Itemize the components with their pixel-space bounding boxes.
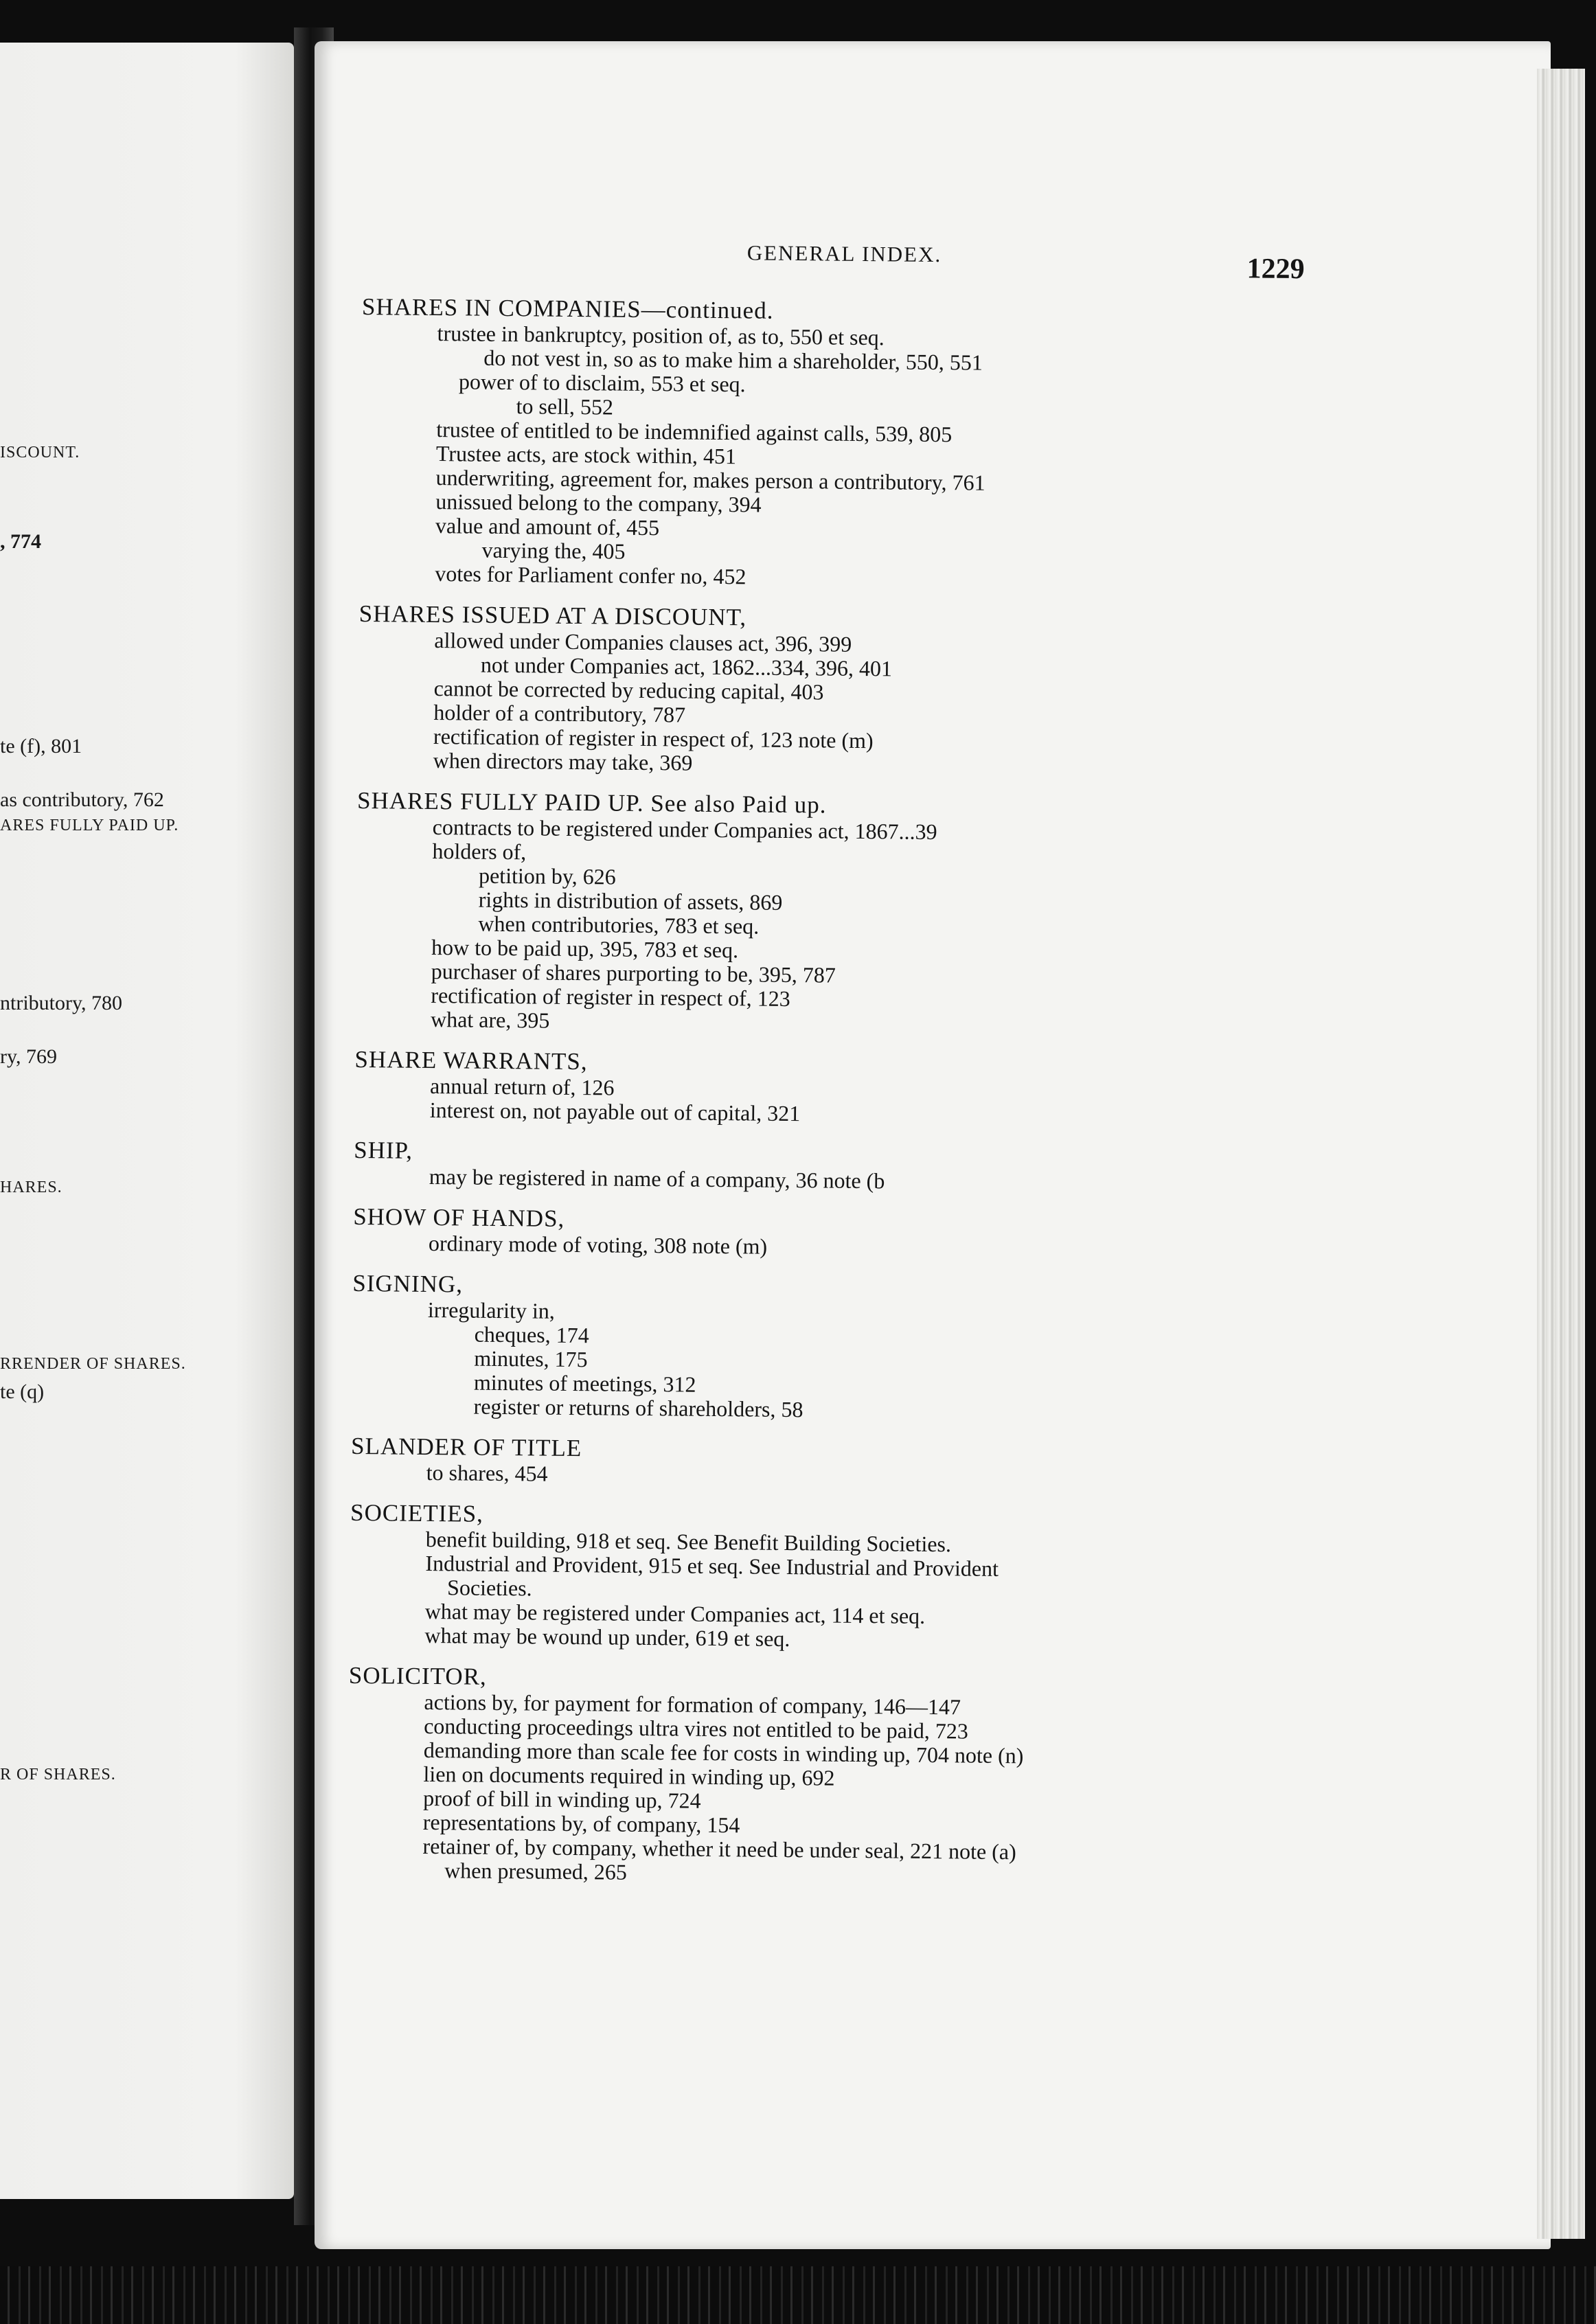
index-entry	[358, 600, 1348, 782]
entry-subentries	[355, 814, 1346, 1040]
entry-subentries	[354, 1073, 1344, 1131]
subentry: benefit building, 918 et seq. See Benefit Building Societies.	[425, 1526, 952, 1557]
previous-page-fragment: as contributory, 762	[0, 788, 164, 811]
entry-heading: SLANDER OF TITLE	[350, 1432, 582, 1462]
subentry: lien on documents required in winding up, 692	[423, 1761, 835, 1790]
subentry: conducting proceedings ultra vires not entitled to be paid, 723	[424, 1713, 969, 1744]
subentry: actions by, for payment for formation of company, 146—147	[424, 1689, 961, 1720]
page-header	[362, 237, 1352, 303]
entry-heading: SHARE WARRANTS,	[354, 1045, 588, 1075]
entry-heading: SHOW OF HANDS,	[353, 1203, 565, 1232]
previous-page-fragment: ntributory, 780	[0, 992, 123, 1014]
index-text	[347, 237, 1352, 1906]
entry-heading: SIGNING,	[352, 1269, 464, 1298]
entry-heading: SHARES ISSUED AT A DISCOUNT,	[358, 600, 747, 631]
subentry: cheques, 174	[474, 1321, 589, 1348]
index-entry	[347, 1662, 1338, 1891]
index-entry	[354, 1046, 1344, 1131]
subentry: when presumed, 265	[444, 1858, 628, 1884]
entry-subentries	[349, 1527, 1339, 1656]
index-entry	[359, 293, 1351, 595]
subentry: trustee in bankruptcy, position of, as to, 550 et seq.	[437, 321, 885, 350]
subentry: how to be paid up, 395, 783 et seq.	[431, 935, 739, 963]
previous-page-fragment: , 774	[0, 530, 41, 553]
previous-page-fragment: ISCOUNT.	[0, 444, 80, 462]
entry-heading: SHARES FULLY PAID UP. See also Paid up.	[356, 786, 827, 819]
subentry: what are, 395	[430, 1007, 550, 1033]
subentry: to shares, 454	[426, 1459, 548, 1486]
page-edges	[1537, 69, 1585, 2239]
subentry: purchaser of shares purporting to be, 395, 787	[431, 959, 836, 988]
subentry: representations by, of company, 154	[422, 1809, 740, 1838]
subentry: when directors may take, 369	[433, 748, 693, 775]
index-entry	[354, 1137, 1343, 1198]
entry-subentries	[347, 1689, 1338, 1891]
index-entry	[351, 1270, 1341, 1427]
entry-subentries	[351, 1297, 1341, 1427]
subentry: do not vest in, so as to make him a shareholder, 550, 551	[483, 345, 983, 375]
subentry: irregularity in,	[427, 1297, 556, 1323]
subentry: unissued belong to the company, 394	[435, 489, 762, 517]
subentry: Societies.	[446, 1575, 532, 1601]
subentry: not under Companies act, 1862...334, 396, 401	[480, 652, 893, 681]
subentry: Trustee acts, are stock within, 451	[435, 441, 737, 469]
entry-subentries	[358, 628, 1348, 782]
subentry: petition by, 626	[478, 863, 616, 889]
subentry: holders of,	[432, 839, 527, 865]
subentry: contracts to be registered under Companies act, 1867...39	[432, 814, 937, 845]
index-entry	[349, 1499, 1339, 1656]
subentry: what may be registered under Companies act, 114 et seq.	[424, 1598, 926, 1628]
previous-page-fragment: ARES FULLY PAID UP.	[0, 817, 179, 834]
subentry: minutes, 175	[474, 1345, 588, 1372]
entry-heading: SHIP,	[354, 1136, 413, 1164]
subentry: power of to disclaim, 553 et seq.	[458, 369, 746, 397]
index-entry	[355, 787, 1346, 1040]
subentry: rectification of register in respect of, 123	[431, 983, 790, 1012]
previous-page	[0, 43, 294, 2199]
subentry: to sell, 552	[516, 394, 614, 420]
entry-heading: SHARES IN COMPANIES—continued.	[361, 293, 774, 324]
subentry: rights in distribution of assets, 869	[478, 887, 783, 915]
subentry: trustee of entitled to be indemnified against calls, 539, 805	[436, 417, 953, 447]
index-entry	[351, 1433, 1341, 1494]
previous-page-fragment: ry, 769	[0, 1045, 58, 1068]
entry-heading: SOCIETIES,	[350, 1499, 484, 1527]
subentry: varying the, 405	[481, 537, 626, 564]
page-number: 1229	[1246, 253, 1305, 286]
scan-border	[0, 2266, 1596, 2324]
subentry: proof of bill in winding up, 724	[423, 1785, 701, 1813]
subentry: value and amount of, 455	[435, 513, 660, 540]
previous-page-fragment: R OF SHARES.	[0, 1766, 116, 1784]
subentry: holder of a contributory, 787	[433, 700, 686, 727]
index-entries	[347, 293, 1351, 1891]
previous-page-fragment: te (q)	[0, 1380, 45, 1403]
previous-page-fragment: te (f), 801	[0, 735, 82, 757]
subentry: allowed under Companies clauses act, 396, 399	[434, 628, 852, 657]
subentry: annual return of, 126	[429, 1073, 615, 1100]
previous-page-fragment: RRENDER OF SHARES.	[0, 1355, 186, 1373]
subentry: when contributories, 783 et seq.	[478, 911, 760, 939]
subentry: cannot be corrected by reducing capital, 403	[433, 676, 824, 705]
subentry: Industrial and Provident, 915 et seq. See Industrial and Provident	[425, 1550, 999, 1581]
subentry: votes for Parliament confer no, 452	[435, 561, 746, 589]
subentry: interest on, not payable out of capital, 321	[429, 1097, 801, 1126]
subentry: ordinary mode of voting, 308 note (m)	[428, 1230, 768, 1259]
entry-subentries	[359, 321, 1351, 595]
entry-heading: SOLICITOR,	[348, 1661, 487, 1690]
subentry: rectification of register in respect of, 123 note (m)	[433, 724, 874, 753]
subentry: may be registered in name of a company, 36 note (b	[429, 1163, 885, 1194]
subentry: retainer of, by company, whether it need be under seal, 221 note (a)	[422, 1833, 1016, 1865]
subentry: register or returns of shareholders, 58	[473, 1393, 803, 1422]
subentry: minutes of meetings, 312	[473, 1369, 696, 1397]
index-entry	[353, 1203, 1343, 1264]
previous-page-fragment: HARES.	[0, 1178, 62, 1196]
running-head: GENERAL INDEX.	[746, 240, 942, 267]
subentry: underwriting, agreement for, makes person a contributory, 761	[435, 465, 985, 495]
subentry: demanding more than scale fee for costs in winding up, 704 note (n)	[423, 1737, 1024, 1768]
subentry: what may be wound up under, 619 et seq.	[424, 1622, 790, 1652]
